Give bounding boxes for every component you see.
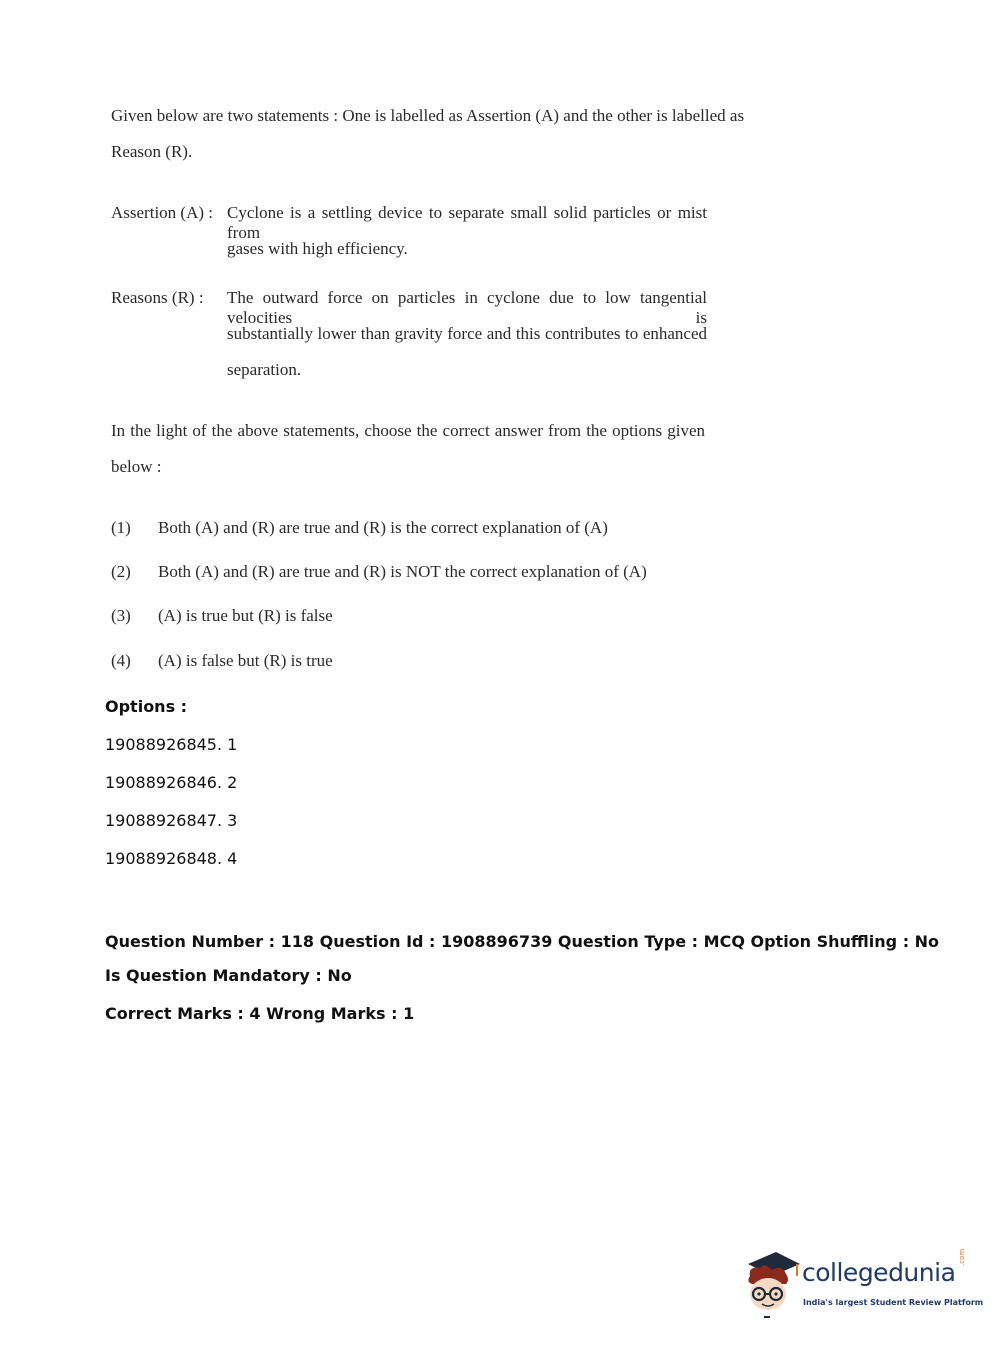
mascot-icon [742,1250,802,1322]
intro-line-2: Reason (R). [111,142,193,161]
option-item: 19088926845. 1 [105,735,238,754]
choice-text: Both (A) and (R) are true and (R) is NOT the correct explanation of (A) [158,562,647,581]
intro-line-1: Given below are two statements : One is labelled as Assertion (A) and the other is labelled as [111,106,745,125]
choice-number: (4) [111,651,131,670]
question-meta-line: Question Number : 118 Question Id : 1908896739 Question Type : MCQ Option Shuffling : No [105,932,940,951]
reason-line-1: The outward force on particles in cyclone due to low tangential velocities is [227,288,707,327]
logo-tagline: India's largest Student Review Platform [803,1298,984,1307]
logo-wordmark: collegedunia [802,1258,956,1287]
reason-line-3: separation. [227,360,302,379]
prompt-line-2: below : [111,457,162,476]
collegedunia-logo [742,1248,984,1322]
prompt-line-1: In the light of the above statements, choose the correct answer from the options given [111,421,705,440]
option-item: 19088926846. 2 [105,773,238,792]
question-mandatory: Is Question Mandatory : No [105,966,352,985]
choice-number: (2) [111,562,131,581]
choice-text: (A) is true but (R) is false [158,606,333,625]
assertion-line-1: Cyclone is a settling device to separate small solid particles or mist from [227,203,707,242]
choice-number: (3) [111,606,131,625]
assertion-label: Assertion (A) : [111,203,213,222]
reason-line-2: substantially lower than gravity force and this contributes to enhanced [227,324,707,343]
choice-number: (1) [111,518,131,537]
question-marks: Correct Marks : 4 Wrong Marks : 1 [105,1004,415,1023]
options-heading: Options : [105,697,188,716]
option-item: 19088926847. 3 [105,811,238,830]
choice-text: Both (A) and (R) are true and (R) is the correct explanation of (A) [158,518,608,537]
option-item: 19088926848. 4 [105,849,238,868]
choice-text: (A) is false but (R) is true [158,651,333,670]
logo-domain: .com [958,1248,966,1266]
assertion-line-2: gases with high efficiency. [227,239,408,258]
reason-label: Reasons (R) : [111,288,204,307]
